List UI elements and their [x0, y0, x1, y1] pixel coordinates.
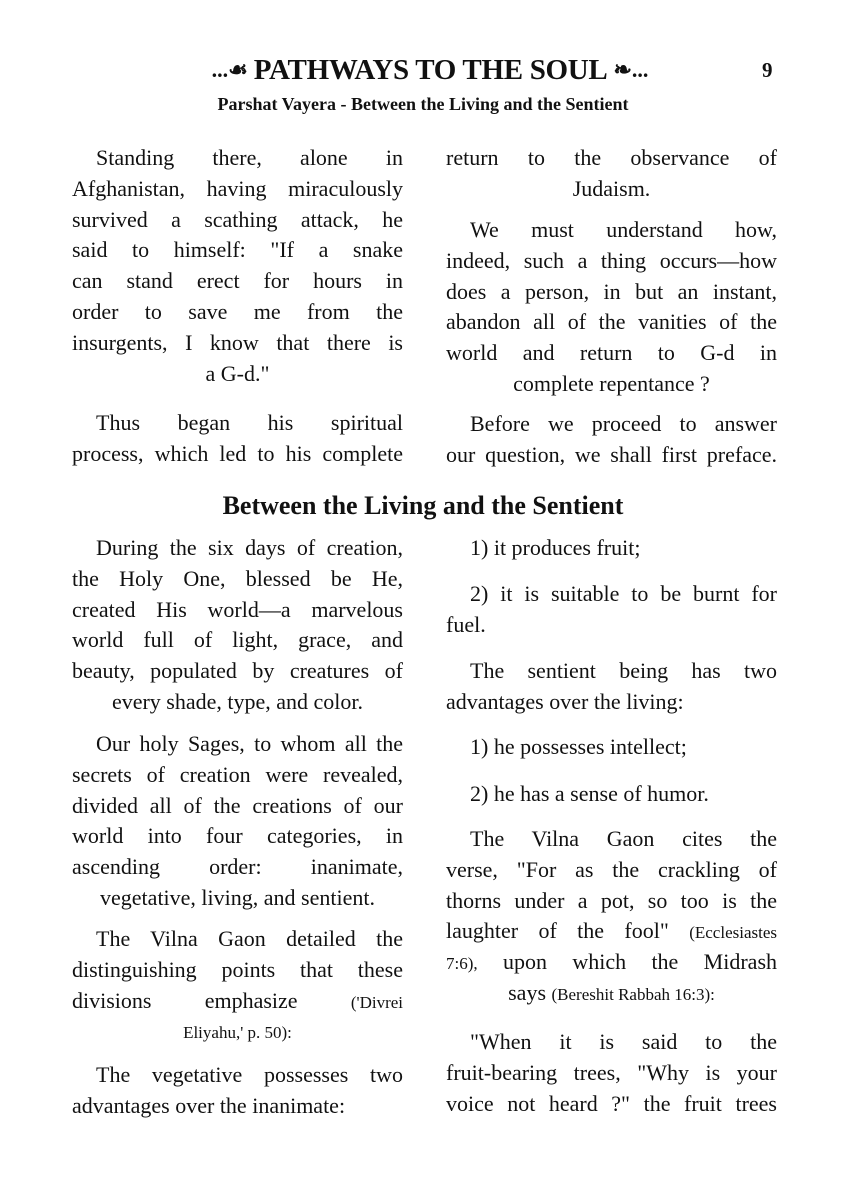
paragraph: [72, 924, 403, 1047]
text-line: Before we proceed to answer: [470, 411, 777, 436]
citation: (Ecclesiastes: [689, 923, 777, 943]
text-line: voice not heard ?" the fruit trees: [446, 1090, 777, 1116]
paragraph: [72, 408, 403, 470]
text-line: divided all of the creations of our: [72, 792, 403, 818]
paragraph: [72, 533, 403, 718]
text-line: world full of light, grace, and: [72, 627, 403, 653]
text-line: Afghanistan, having miraculously: [72, 175, 403, 201]
text-line: world into four categories, in: [72, 823, 403, 849]
text-line: The vegetative possesses two: [96, 1062, 403, 1087]
citation: 7:6),: [446, 954, 478, 974]
text-line: 2) it is suitable to be burnt for: [470, 581, 777, 606]
text-line: complete repentance ?: [513, 370, 710, 396]
book-title: PATHWAYS TO THE SOUL: [253, 53, 608, 86]
text-line: process, which led to his complete: [72, 440, 403, 466]
section-heading: Between the Living and the Sentient: [222, 491, 624, 520]
text-segment: laughter of the fool": [446, 918, 690, 944]
text-line: thorns under a pot, so too is the: [446, 887, 777, 913]
citation: (Bereshit Rabbah 16:3):: [551, 984, 715, 1004]
text-line: created His world—a marvelous: [72, 596, 403, 622]
text-line: every shade, type, and color.: [111, 688, 364, 714]
text-line: advantages over the inanimate:: [72, 1092, 346, 1118]
paragraph: [446, 579, 777, 641]
paragraph: [446, 143, 777, 205]
text-line: Standing there, alone in: [96, 145, 403, 170]
text-line: vegetative, living, and sentient.: [100, 884, 375, 910]
text-line: survived a scathing attack, he: [72, 206, 403, 232]
text-line: [446, 916, 777, 947]
text-line: our question, we shall first preface.: [446, 441, 777, 467]
text-segment: divisions emphasize: [72, 987, 351, 1013]
ornament-left-icon: ...☙: [211, 57, 248, 82]
text-line: advantages over the living:: [446, 688, 684, 714]
text-line: a G-d.": [205, 360, 270, 386]
text-line: does a person, in but an instant,: [446, 278, 777, 304]
paragraph: [446, 732, 777, 763]
text-line: The Vilna Gaon cites the: [470, 826, 777, 851]
text-line: 1) he possesses intellect;: [470, 734, 687, 759]
text-line: Judaism.: [572, 175, 651, 201]
text-line: The sentient being has two: [470, 658, 777, 683]
text-line: fuel.: [446, 611, 486, 637]
text-line: 2) he has a sense of humor.: [470, 781, 709, 806]
text-line: verse, "For as the crackling of: [446, 856, 777, 882]
chapter-subtitle: Parshat Vayera - Between the Living and the Sentient: [217, 94, 629, 114]
text-line: ascending order: inanimate,: [72, 854, 403, 880]
running-header: [130, 52, 730, 88]
paragraph: [446, 409, 777, 471]
page-number: 9: [762, 58, 773, 82]
text-segment: says: [508, 979, 552, 1005]
paragraph: [446, 533, 777, 564]
paragraph: [446, 656, 777, 718]
ornament-right-icon: ❧...: [613, 57, 649, 82]
text-line: beauty, populated by creatures of: [72, 658, 403, 684]
text-segment: upon which the Midrash: [477, 949, 777, 975]
text-line: [72, 1016, 403, 1047]
text-line: The Vilna Gaon detailed the: [96, 926, 403, 951]
text-line: fruit-bearing trees, "Why is your: [446, 1059, 777, 1085]
text-line: 1) it produces fruit;: [470, 535, 641, 560]
text-line: [446, 947, 777, 978]
paragraph: [446, 1027, 777, 1119]
text-line: Thus began his spiritual: [96, 410, 403, 435]
text-line: [72, 986, 403, 1017]
paragraph: [446, 824, 777, 1009]
paragraph: [72, 729, 403, 914]
text-line: "When it is said to the: [470, 1029, 777, 1054]
text-line: [446, 978, 777, 1009]
text-line: return to the observance of: [446, 145, 777, 170]
text-line: abandon all of the vanities of the: [446, 309, 777, 335]
paragraph: [446, 779, 777, 810]
text-line: world and return to G-d in: [446, 340, 777, 366]
paragraph: [72, 1060, 403, 1122]
citation: ('Divrei: [350, 992, 403, 1012]
text-line: During the six days of creation,: [96, 535, 403, 560]
text-line: We must understand how,: [470, 217, 777, 242]
citation: Eliyahu,' p. 50):: [183, 1023, 292, 1043]
text-line: distinguishing points that these: [72, 956, 403, 982]
paragraph: [72, 143, 403, 389]
text-line: Our holy Sages, to whom all the: [96, 731, 403, 756]
text-line: order to save me from the: [72, 298, 403, 324]
text-line: secrets of creation were revealed,: [72, 761, 403, 787]
text-line: indeed, such a thing occurs—how: [446, 247, 777, 273]
text-line: the Holy One, blessed be He,: [72, 565, 403, 591]
text-line: said to himself: "If a snake: [72, 237, 403, 263]
paragraph: [446, 215, 777, 400]
text-line: can stand erect for hours in: [72, 268, 403, 294]
text-line: insurgents, I know that there is: [72, 329, 403, 355]
